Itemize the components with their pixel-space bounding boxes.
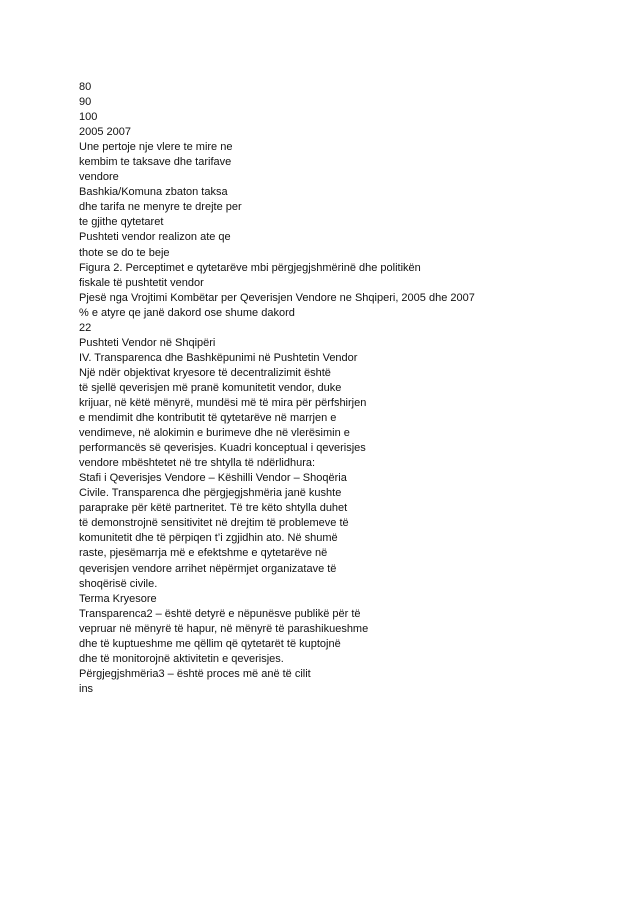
text-line: performancës së qeverisjes. Kuadri konceptual i qeverisjes	[79, 442, 366, 455]
text-line: qeverisjen vendore arrihet nëpërmjet organizatave të	[79, 562, 337, 575]
text-line: dhe të kuptueshme me qëllim që qytetarët të kuptojnë	[79, 637, 341, 650]
text-line: paraprake për këtë partneritet. Të tre këto shtylla duhet	[79, 502, 348, 515]
text-line: Stafi i Qeverisjes Vendore – Këshilli Vendor – Shoqëria	[79, 472, 347, 485]
text-line: vendore mbështetet në tre shtylla të ndërlidhura:	[79, 457, 316, 470]
text-line: 2005 2007	[79, 126, 131, 139]
text-line: thote se do te beje	[79, 246, 170, 259]
text-line: 100	[79, 111, 98, 124]
text-line: 90	[79, 96, 92, 109]
text-line: Civile. Transparenca dhe përgjegjshmëria janë kushte	[79, 487, 342, 500]
text-line: Pushteti vendor realizon ate qe	[79, 231, 231, 244]
text-line: Figura 2. Perceptimet e qytetarëve mbi përgjegjshmërinë dhe politikën	[79, 261, 421, 274]
text-line: të sjellë qeverisjen më pranë komunitetit vendor, duke	[79, 381, 342, 394]
text-line: krijuar, në këtë mënyrë, mundësi më të mira për përfshirjen	[79, 396, 367, 409]
text-line: Pjesë nga Vrojtimi Kombëtar per Qeverisjen Vendore ne Shqiperi, 2005 dhe 2007	[79, 291, 475, 304]
text-line: te gjithe qytetaret	[79, 216, 164, 229]
text-line: Pushteti Vendor në Shqipëri	[79, 336, 216, 349]
text-line: fiskale të pushtetit vendor	[79, 276, 204, 289]
text-line: % e atyre qe janë dakord ose shume dakord	[79, 306, 295, 319]
text-line: Një ndër objektivat kryesore të decentralizimit është	[79, 366, 331, 379]
text-line: dhe tarifa ne menyre te drejte per	[79, 201, 242, 214]
text-line: vendimeve, në alokimin e burimeve dhe në vlerësimin e	[79, 427, 350, 440]
document-text-block	[79, 80, 599, 697]
text-line: Une pertoje nje vlere te mire ne	[79, 141, 233, 154]
text-line: Bashkia/Komuna zbaton taksa	[79, 186, 228, 199]
text-line: Transparenca2 – është detyrë e nëpunësve publikë për të	[79, 607, 361, 620]
text-line: IV. Transparenca dhe Bashkëpunimi në Pushtetin Vendor	[79, 351, 358, 364]
text-line: vepruar në mënyrë të hapur, në mënyrë të parashikueshme	[79, 622, 369, 635]
text-line: ins	[79, 682, 94, 695]
text-line: të demonstrojnë sensitivitet në drejtim të problemeve të	[79, 517, 349, 530]
text-line: kembim te taksave dhe tarifave	[79, 156, 232, 169]
text-line: raste, pjesëmarrja më e efektshme e qytetarëve në	[79, 547, 328, 560]
text-line: 80	[79, 81, 92, 93]
text-line: Përgjegjshmëria3 – është proces më anë të cilit	[79, 667, 311, 680]
text-line: dhe të monitorojnë aktivitetin e qeverisjes.	[79, 652, 284, 665]
text-line: shoqërisë civile.	[79, 577, 158, 590]
text-line: vendore	[79, 171, 119, 184]
text-line: komunitetit dhe të përpiqen t’i zgjidhin ato. Në shumë	[79, 532, 338, 545]
text-line: Terma Kryesore	[79, 592, 157, 605]
text-line: e mendimit dhe kontributit të qytetarëve në marrjen e	[79, 412, 337, 425]
text-line: 22	[79, 321, 92, 334]
